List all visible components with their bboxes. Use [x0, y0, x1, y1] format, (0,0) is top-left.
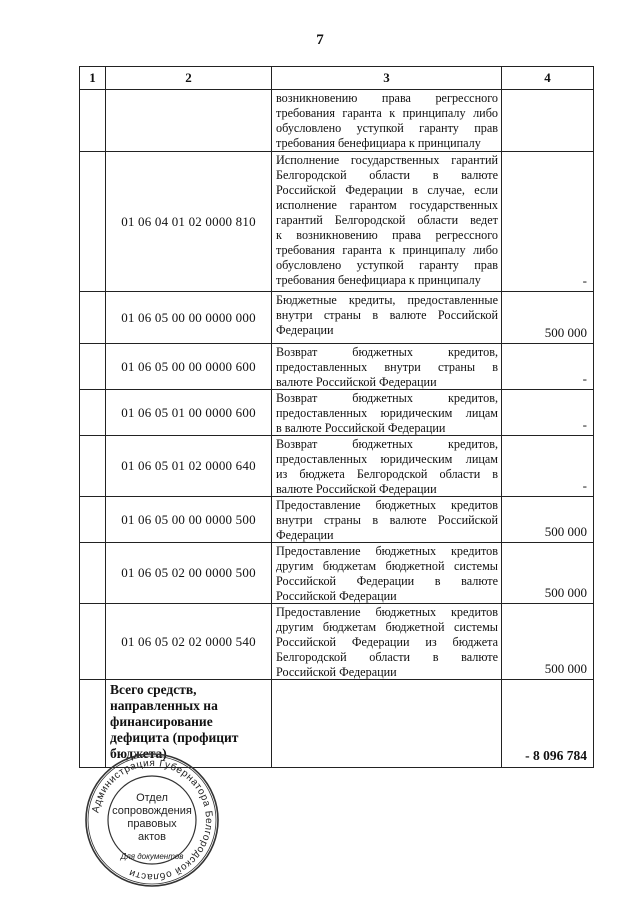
- total-label-line: бюджета): [110, 746, 167, 761]
- row-number-cell: [80, 497, 106, 543]
- total-label-line: направленных на: [110, 698, 218, 713]
- seal-center-line: сопровождения: [112, 805, 192, 817]
- description-line: предоставленных юридическим лицам: [276, 406, 498, 420]
- description-line: Возврат бюджетных кредитов,: [276, 437, 498, 451]
- description-line: Российской Федерации из бюджета: [276, 635, 498, 649]
- amount: 500 000: [502, 497, 594, 543]
- description-line: Бюджетные кредиты, предоставленные: [276, 293, 498, 307]
- description-line: Белгородской области в валюте: [276, 650, 498, 664]
- table-row: [80, 436, 594, 497]
- description-line: Предоставление бюджетных кредитов: [276, 498, 498, 512]
- budget-code: 01 06 05 00 00 0000 000: [106, 292, 272, 344]
- row-number-cell: [80, 90, 106, 152]
- budget-code: 01 06 05 01 00 0000 600: [106, 390, 272, 436]
- description-line: валюте Российской Федерации: [276, 482, 437, 496]
- table-row: [80, 604, 594, 680]
- description-line: Исполнение государственных гарантий: [276, 153, 498, 167]
- description-cell: [272, 344, 502, 390]
- table-row: [80, 292, 594, 344]
- budget-code: 01 06 05 02 02 0000 540: [106, 604, 272, 680]
- description-line: обусловлено уступкой гаранту прав: [276, 121, 498, 135]
- budget-code: [106, 90, 272, 152]
- official-seal: [84, 752, 220, 888]
- description-cell: [272, 152, 502, 292]
- budget-sources-table: [79, 66, 594, 768]
- budget-code: 01 06 05 02 00 0000 500: [106, 543, 272, 604]
- amount: 500 000: [502, 292, 594, 344]
- row-number-cell: [80, 152, 106, 292]
- budget-code: 01 06 05 00 00 0000 500: [106, 497, 272, 543]
- description-line: из бюджета Белгородской области в: [276, 467, 498, 481]
- amount: 500 000: [502, 543, 594, 604]
- description-line: Российской Федерации в случае, если: [276, 183, 498, 197]
- description-line: предоставленных внутри страны в: [276, 360, 498, 374]
- seal-center-text: [84, 792, 220, 844]
- description-line: внутри страны в валюте Российской: [276, 308, 498, 322]
- description-line: обусловлено уступкой гаранту прав: [276, 258, 498, 272]
- description-line: предоставленных юридическим лицам: [276, 452, 498, 466]
- seal-footer: Для документов: [120, 852, 184, 861]
- description-line: Федерации: [276, 323, 334, 337]
- table-row: [80, 344, 594, 390]
- description-line: требования бенефициара к принципалу: [276, 136, 481, 150]
- description-line: валюте Российской Федерации: [276, 375, 437, 389]
- table-header-row: [80, 67, 594, 90]
- description-cell: [272, 604, 502, 680]
- row-number-cell: [80, 604, 106, 680]
- total-amount: - 8 096 784: [502, 680, 594, 768]
- row-number-cell: [80, 390, 106, 436]
- row-number-cell: [80, 344, 106, 390]
- table-row: [80, 543, 594, 604]
- description-line: другим бюджетам бюджетной системы: [276, 559, 498, 573]
- amount: -: [502, 390, 594, 436]
- amount: -: [502, 344, 594, 390]
- description-line: внутри страны в валюте Российской: [276, 513, 498, 527]
- row-number-cell: [80, 543, 106, 604]
- total-label-line: дефицита (профицит: [110, 730, 239, 745]
- table-row: [80, 90, 594, 152]
- table-row: [80, 390, 594, 436]
- total-label-line: финансирование: [110, 714, 213, 729]
- description-line: исполнение гарантом государственных: [276, 198, 498, 212]
- description-cell: [272, 390, 502, 436]
- description-line: к возникновению права регрессного: [276, 228, 498, 242]
- description-line: другим бюджетам бюджетной системы: [276, 620, 498, 634]
- description-line: Российской Федерации: [276, 589, 397, 603]
- column-header-1: 1: [80, 67, 106, 90]
- seal-ring-text: Администрация Губернатора Белгородской области: [90, 757, 215, 883]
- description-line: Предоставление бюджетных кредитов: [276, 605, 498, 619]
- seal-center-line: правовых: [127, 818, 177, 830]
- total-description-cell: [272, 680, 502, 768]
- seal-center-line: актов: [138, 831, 166, 843]
- column-header-3: 3: [272, 67, 502, 90]
- description-cell: [272, 90, 502, 152]
- amount: [502, 90, 594, 152]
- row-number-cell: [80, 292, 106, 344]
- description-cell: [272, 436, 502, 497]
- table-body: [80, 90, 594, 680]
- amount: 500 000: [502, 604, 594, 680]
- description-cell: [272, 292, 502, 344]
- table-row: [80, 152, 594, 292]
- description-line: Предоставление бюджетных кредитов: [276, 544, 498, 558]
- description-line: Возврат бюджетных кредитов,: [276, 345, 498, 359]
- description-line: в валюте Российской Федерации: [276, 421, 446, 435]
- description-line: требования гаранта к принципалу либо: [276, 106, 498, 120]
- column-header-4: 4: [502, 67, 594, 90]
- amount: -: [502, 152, 594, 292]
- column-header-2: 2: [106, 67, 272, 90]
- total-label-line: Всего средств,: [110, 682, 197, 697]
- description-line: Российской Федерации в валюте: [276, 574, 498, 588]
- table-row: [80, 497, 594, 543]
- description-line: Возврат бюджетных кредитов,: [276, 391, 498, 405]
- budget-code: 01 06 05 01 02 0000 640: [106, 436, 272, 497]
- description-line: требования бенефициара к принципалу: [276, 273, 481, 287]
- description-line: возникновению права регрессного: [276, 91, 498, 105]
- page-number: 7: [316, 32, 324, 48]
- description-line: требования гаранта к принципалу либо: [276, 243, 498, 257]
- description-cell: [272, 543, 502, 604]
- description-line: Российской Федерации: [276, 665, 397, 679]
- row-number-cell: [80, 436, 106, 497]
- budget-code: 01 06 05 00 00 0000 600: [106, 344, 272, 390]
- description-cell: [272, 497, 502, 543]
- description-line: гарантий Белгородской области ведет: [276, 213, 498, 227]
- seal-center-line: Отдел: [136, 792, 168, 804]
- budget-code: 01 06 04 01 02 0000 810: [106, 152, 272, 292]
- amount: -: [502, 436, 594, 497]
- description-line: Белгородской области в валюте: [276, 168, 498, 182]
- description-line: Федерации: [276, 528, 334, 542]
